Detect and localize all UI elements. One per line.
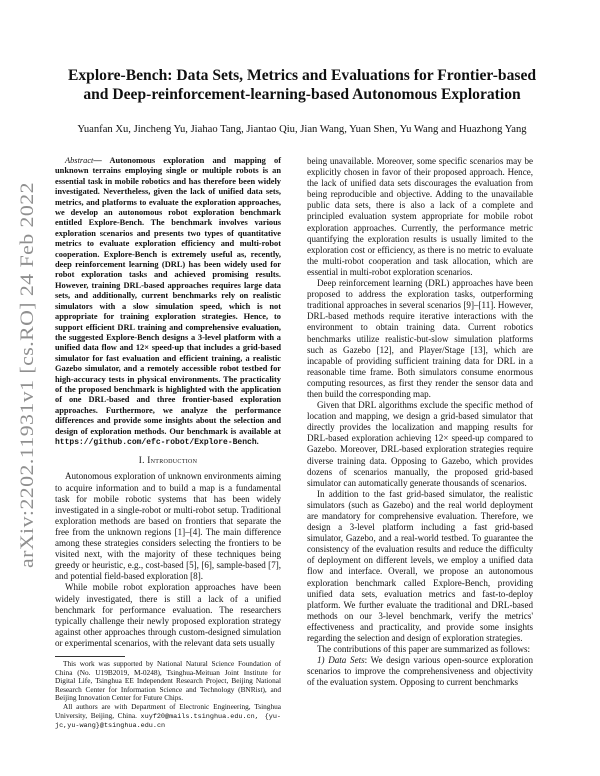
- arxiv-id-text: arXiv:2202.11931v1 [cs.RO] 24 Feb 2022: [17, 231, 38, 568]
- abstract: [55, 156, 281, 448]
- abstract-end: .: [256, 436, 259, 446]
- contributions-intro: The contributions of this paper are summarized as follows:: [317, 644, 531, 655]
- right-paragraph-1: being unavailable. Moreover, some specific scenarios may be explicitly chosen in favor of their proposed approach. Hence, the lack of unified data sets discourages the evaluation from being reproducible and objective. Adding to the unavailable public data sets, there is also a lack of a complete and principled evaluation system appropriate for mobile robot exploration approaches. Currently, the performance metric quantifying the exploration results is usually limited to the exploration cost or efficiency, as there is no metric to evaluate the multi-robot cooperation and task allocation, which are essential in multi-robot exploration scenarios.: [307, 156, 533, 277]
- right-paragraph-3: Given that DRL algorithms exclude the specific method of location and mapping, we design a grid-based simulator that directly provides the localization and mapping results for DRL-based exploration achieving 12× speed-up compared to Gazebo. Moreover, DRL-based exploration strategies require diverse training data. Opposing to Gazebo, which provides dozens of scenarios manually, the proposed grid-based simulator can automatically generate thousands of scenarios.: [307, 400, 533, 488]
- title-line-1: Explore-Bench: Data Sets, Metrics and Evaluations for Frontier-based: [67, 67, 537, 84]
- contribution-1: [307, 655, 533, 688]
- author-list: Yuanfan Xu, Jincheng Yu, Jiahao Tang, Jiantao Qiu, Jian Wang, Yuan Shen, Yu Wang and Huazhong Yang: [77, 124, 527, 135]
- contribution-1-text: : We design various open-source exploration scenarios to improve the comprehensiveness and objectivity of the evaluation system. Opposing to current benchmarks: [307, 655, 533, 688]
- contribution-1-label: 1) Data Sets: [317, 655, 365, 666]
- section-heading-introduction: I. Introduction: [138, 455, 198, 466]
- footnote-affiliation-text: All authors are with Department of Electronic Engineering, Tsinghua University, Beijing, China.: [55, 701, 281, 720]
- benchmark-url[interactable]: https://github.com/efc-robot/Explore-Bench: [55, 437, 257, 447]
- right-paragraph-2: Deep reinforcement learning (DRL) approaches have been proposed to address the exploration tasks, outperforming traditional approaches in several scenarios [9]–[11]. However, DRL-based methods require iterative interactions with the environment to obtain training data. Current robotics benchmarks utilize realistic-but-slow simulation platforms such as Gazebo [12], and Player/Stage [13], which are incapable of providing sufficient training data for DRL in a reasonable time frame. Both simulators consume enormous computing resources, as first they render the sensor data and then build the corresponding map.: [307, 278, 533, 399]
- abstract-label: Abstract: [65, 156, 94, 165]
- author-emails[interactable]: xuyf20@mails.tsinghua.edu.cn, {yu-jc,yu-wang}@tsinghua.edu.cn: [55, 712, 281, 731]
- title-line-2: and Deep-reinforcement-learning-based Autonomous Exploration: [83, 86, 521, 103]
- left-column: [55, 156, 281, 731]
- arxiv-watermark: [7, 180, 43, 570]
- paper-title: [56, 66, 548, 104]
- footnote-rule: [55, 656, 125, 657]
- right-column: [307, 156, 533, 689]
- intro-paragraph-2: While mobile robot exploration approaches have been widely investigated, there is still a lack of a unified benchmark for performance evaluation. The researchers typically challenge their newly proposed exploration strategy against other approaches through custom-designed simulation or experimental scenarios, with the relevant data sets usually: [55, 582, 281, 648]
- footnote-affiliation: [55, 703, 281, 731]
- footnote-funding: This work was supported by National Natural Science Foundation of China (No. U19B2019, M-0248), Tsinghua-Meituan Joint Institute for Digital Life, Tsinghua EE Independent Research Project, Beijing National Research Center for Information Science and Technology (BNRist), and Beijing Innovation Center for Future Chips.: [55, 658, 281, 703]
- abstract-text: — Autonomous exploration and mapping of unknown terrains employing single or multiple robots is an essential task in mobile robotics and has therefore been widely investigated. Nevertheless, given the lack of unified data sets, metrics, and platforms to evaluate the exploration approaches, we develop an autonomous robot exploration benchmark entitled Explore-Bench. The benchmark involves various exploration scenarios and presents two types of quantitative metrics to evaluate exploration efficiency and multi-robot cooperation. Explore-Bench is extremely useful as, recently, deep reinforcement learning (DRL) has been widely used for robot exploration tasks and achieved promising results. However, training DRL-based approaches requires large data sets, and additionally, current benchmarks rely on realistic simulators with a slow simulation speed, which is not appropriate for training exploration strategies. Hence, to support efficient DRL training and comprehensive evaluation, the suggested Explore-Bench designs a 3-level platform with a unified data flow and 12× speed-up that includes a grid-based simulator for fast evaluation and efficient training, a realistic Gazebo simulator, and a remotely accessible robot testbed for high-accuracy tests in physical environments. The practicality of the proposed benchmark is highlighted with the application of one DRL-based and three frontier-based exploration approaches. Furthermore, we analyze the performance differences and provide some insights about the selection and design of exploration methods. Our benchmark is available at: [55, 156, 281, 436]
- intro-paragraph-1: Autonomous exploration of unknown environments aiming to acquire information and to build a map is a fundamental task for mobile robotic systems that has been widely investigated in a single-robot or multi-robot setup. Traditional exploration methods are based on frontiers that separate the free from the unknown regions [1]–[4]. The main difference among these strategies considers selecting the frontiers to be visited next, with the majority of these techniques being greedy or heuristic, e.g., cost-based [5], [6], sample-based [7], and potential field-based exploration [8].: [55, 471, 281, 582]
- right-paragraph-4: In addition to the fast grid-based simulator, the realistic simulators (such as Gazebo) and the real world deployment are mandatory for comprehensive evaluation. Therefore, we design a 3-level platform including a fast grid-based simulator, Gazebo, and a real-world testbed. To guarantee the consistency of the evaluation results and reduce the difficulty of deployment on different levels, we employ a unified data flow and interface. Overall, we propose an autonomous exploration benchmark called Explore-Bench, providing unified data sets, evaluation metrics and fast-to-deploy platform. We further evaluate the traditional and DRL-based methods on our 3-level benchmark, verify the metrics' effectiveness and practicality, and provide some insights regarding the selection and design of exploration strategies.: [307, 488, 533, 644]
